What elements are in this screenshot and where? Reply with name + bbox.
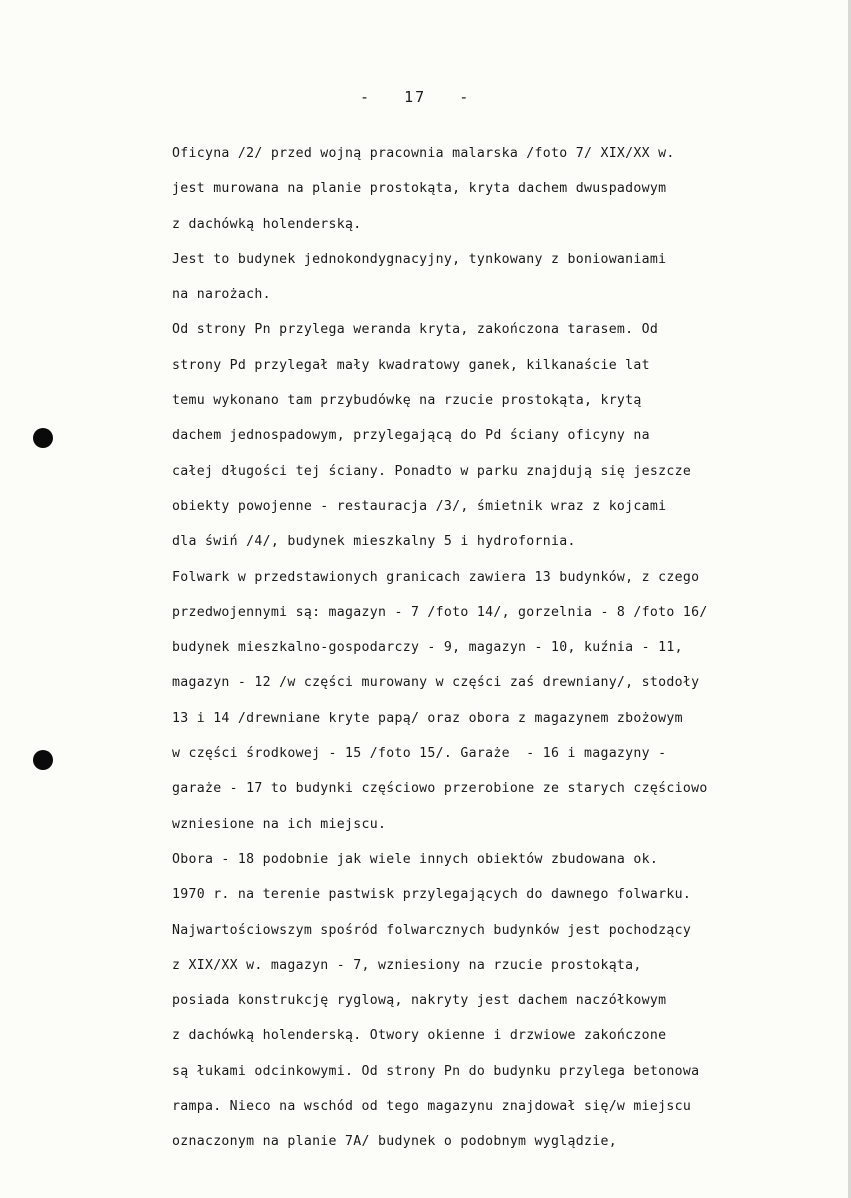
text-line: magazyn - 12 /w części murowany w części zaś drewniany/, stodoły bbox=[172, 675, 700, 691]
text-line: w części środkowej - 15 /foto 15/. Garaże - 16 i magazyny - bbox=[172, 746, 667, 762]
text-line: z dachówką holenderską. Otwory okienne i drzwiowe zakończone bbox=[172, 1028, 667, 1044]
text-line: wzniesione na ich miejscu. bbox=[172, 816, 387, 832]
text-line: dachem jednospadowym, przylegającą do Pd ściany oficyny na bbox=[172, 428, 650, 444]
text-line: posiada konstrukcję ryglową, nakryty jest dachem naczółkowym bbox=[172, 993, 667, 1009]
text-line: Od strony Pn przylega weranda kryta, zakończona tarasem. Od bbox=[172, 322, 659, 338]
text-line: z XIX/XX w. magazyn - 7, wzniesiony na rzucie prostokąta, bbox=[172, 957, 642, 973]
text-line: Obora - 18 podobnie jak wiele innych obiektów zbudowana ok. bbox=[172, 851, 659, 867]
text-line: strony Pd przylegał mały kwadratowy ganek, kilkanaście lat bbox=[172, 357, 650, 373]
page-number: - 17 - bbox=[360, 88, 471, 106]
text-line: rampa. Nieco na wschód od tego magazynu znajdował się/w miejscu bbox=[172, 1099, 692, 1115]
punch-hole-top bbox=[33, 428, 53, 448]
text-line: na narożach. bbox=[172, 287, 271, 303]
text-line: są łukami odcinkowymi. Od strony Pn do budynku przylega betonowa bbox=[172, 1063, 700, 1079]
typewritten-text bbox=[172, 143, 842, 1167]
text-line: z dachówką holenderską. bbox=[172, 216, 362, 232]
text-line: Jest to budynek jednokondygnacyjny, tynkowany z boniowaniami bbox=[172, 251, 667, 267]
text-line: Najwartościowszym spośród folwarcznych budynków jest pochodzący bbox=[172, 922, 692, 938]
punch-hole-bottom bbox=[33, 750, 53, 770]
text-line: Oficyna /2/ przed wojną pracownia malarska /foto 7/ XIX/XX w. bbox=[172, 146, 675, 161]
text-line: 1970 r. na terenie pastwisk przylegających do dawnego folwarku. bbox=[172, 887, 692, 903]
text-line: całej długości tej ściany. Ponadto w parku znajdują się jeszcze bbox=[172, 463, 692, 479]
text-line: oznaczonym na planie 7A/ budynek o podobnym wyglądzie, bbox=[172, 1134, 617, 1150]
text-line: garaże - 17 to budynki częściowo przerobione ze starych częściowo bbox=[172, 781, 708, 797]
text-line: jest murowana na planie prostokąta, kryta dachem dwuspadowym bbox=[172, 181, 667, 197]
text-line: Folwark w przedstawionych granicach zawiera 13 budynków, z czego bbox=[172, 569, 700, 585]
text-line: dla świń /4/, budynek mieszkalny 5 i hydrofornia. bbox=[172, 534, 576, 550]
text-line: obiekty powojenne - restauracja /3/, śmietnik wraz z kojcami bbox=[172, 498, 667, 514]
text-line: 13 i 14 /drewniane kryte papą/ oraz obora z magazynem zbożowym bbox=[172, 710, 683, 726]
text-line: temu wykonano tam przybudówkę na rzucie prostokąta, krytą bbox=[172, 393, 642, 409]
text-line: przedwojennymi są: magazyn - 7 /foto 14/, gorzelnia - 8 /foto 16/ bbox=[172, 604, 708, 620]
text-line: budynek mieszkalno-gospodarczy - 9, magazyn - 10, kuźnia - 11, bbox=[172, 640, 683, 656]
